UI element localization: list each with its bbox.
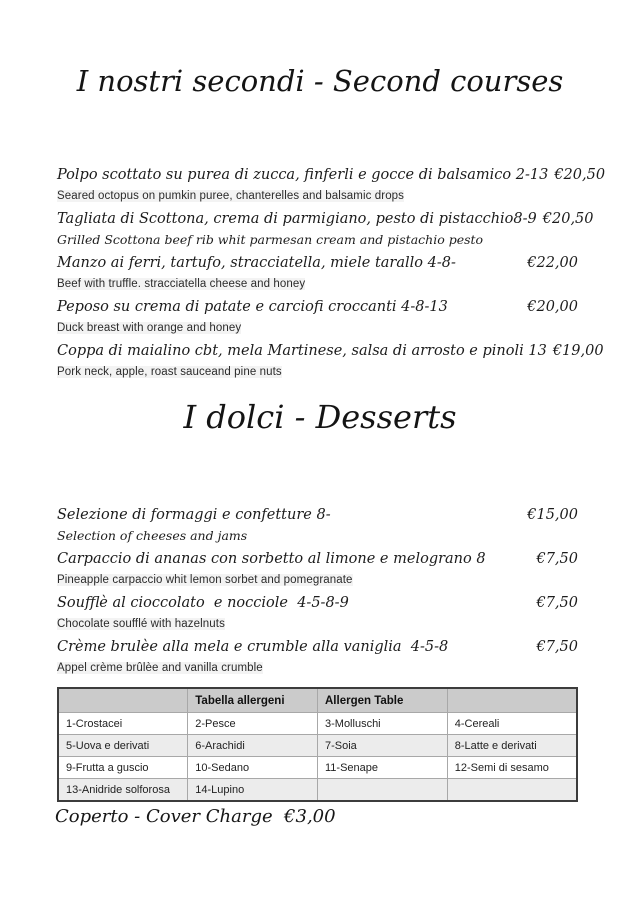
item-line	[57, 547, 578, 572]
menu-item	[57, 163, 606, 204]
allergen-cell: 1-Crostacei	[58, 713, 188, 735]
item-description: Beef with truffle. stracciatella cheese and honey	[57, 278, 306, 290]
allergen-cell: 12-Semi di sesamo	[447, 757, 577, 779]
item-name: Manzo ai ferri, tartufo, stracciatella, miele tarallo 4-8-	[57, 255, 456, 271]
table-row	[58, 757, 577, 779]
allergen-cell: 14-Lupino	[188, 779, 318, 802]
allergen-table-header-cell	[447, 688, 577, 713]
item-description: Pork neck, apple, roast sauceand pine nuts	[57, 366, 282, 378]
allergen-cell: 7-Soia	[318, 735, 448, 757]
item-description: Appel crème brûlèe and vanilla crumble	[57, 662, 263, 674]
item-line	[57, 591, 578, 616]
item-description: Chocolate soufflé with hazelnuts	[57, 618, 225, 630]
item-price: €20,50	[542, 211, 594, 227]
secondi-list	[57, 163, 606, 383]
allergen-table-header-cell: Tabella allergeni	[188, 688, 318, 713]
menu-item	[57, 547, 578, 588]
item-line	[57, 503, 578, 528]
item-price: €20,00	[527, 299, 578, 315]
item-name: Peposo su crema di patate e carciofi croccanti 4-8-13	[57, 299, 448, 315]
menu-item	[57, 591, 578, 632]
item-description: Grilled Scottona beef rib whit parmesan cream and pistachio pesto	[57, 232, 484, 247]
allergen-table-header-cell	[58, 688, 188, 713]
item-description: Seared octopus on pumkin puree, chanterelles and balsamic drops	[57, 190, 405, 202]
cover-charge-line: Coperto - Cover Charge €3,00	[55, 806, 336, 827]
menu-item	[57, 339, 604, 380]
allergen-cell: 4-Cereali	[447, 713, 577, 735]
item-name: Crème brulèe alla mela e crumble alla vaniglia 4-5-8	[57, 639, 449, 655]
menu-item	[57, 635, 578, 676]
item-name: Polpo scottato su purea di zucca, finferli e gocce di balsamico 2-13	[57, 167, 549, 183]
item-price: €22,00	[527, 255, 578, 271]
allergen-cell: 6-Arachidi	[188, 735, 318, 757]
allergen-cell: 11-Senape	[318, 757, 448, 779]
allergen-table	[57, 687, 578, 802]
item-description: Selection of cheeses and jams	[57, 528, 248, 543]
table-row	[58, 713, 577, 735]
allergen-cell: 13-Anidride solforosa	[58, 779, 188, 802]
table-row	[58, 779, 577, 802]
item-line	[57, 339, 604, 364]
menu-item	[57, 295, 578, 336]
menu-item	[57, 251, 578, 292]
item-name: Coppa di maialino cbt, mela Martinese, salsa di arrosto e pinoli 13	[57, 343, 547, 359]
item-price: €15,00	[527, 507, 578, 523]
item-description: Duck breast with orange and honey	[57, 322, 242, 334]
item-line	[57, 295, 578, 320]
item-price: €7,50	[536, 595, 578, 611]
table-row	[58, 735, 577, 757]
item-line	[57, 163, 606, 188]
item-price: €20,50	[554, 167, 606, 183]
allergen-cell: 9-Frutta a guscio	[58, 757, 188, 779]
item-description: Pineapple carpaccio whit lemon sorbet and pomegranate	[57, 574, 353, 586]
item-line	[57, 251, 578, 276]
allergen-table-header-cell: Allergen Table	[318, 688, 448, 713]
item-price: €19,00	[552, 343, 604, 359]
dolci-list	[57, 503, 578, 679]
menu-item	[57, 503, 578, 544]
allergen-cell	[318, 779, 448, 802]
allergen-cell: 5-Uova e derivati	[58, 735, 188, 757]
section-title-secondi: I nostri secondi - Second courses	[76, 64, 564, 98]
allergen-cell: 2-Pesce	[188, 713, 318, 735]
item-name: Tagliata di Scottona, crema di parmigiano, pesto di pistacchio8-9	[57, 211, 537, 227]
item-price: €7,50	[536, 551, 578, 567]
item-price: €7,50	[536, 639, 578, 655]
section-title-dolci: I dolci - Desserts	[183, 398, 457, 436]
allergen-table-header-row	[58, 688, 577, 713]
item-line	[57, 635, 578, 660]
allergen-cell: 3-Molluschi	[318, 713, 448, 735]
item-name: Soufflè al cioccolato e nocciole 4-5-8-9	[57, 595, 349, 611]
item-name: Selezione di formaggi e confetture 8-	[57, 507, 331, 523]
menu-item	[57, 207, 594, 248]
allergen-cell: 8-Latte e derivati	[447, 735, 577, 757]
allergen-cell: 10-Sedano	[188, 757, 318, 779]
item-name: Carpaccio di ananas con sorbetto al limone e melograno 8	[57, 551, 486, 567]
item-line	[57, 207, 594, 232]
allergen-cell	[447, 779, 577, 802]
